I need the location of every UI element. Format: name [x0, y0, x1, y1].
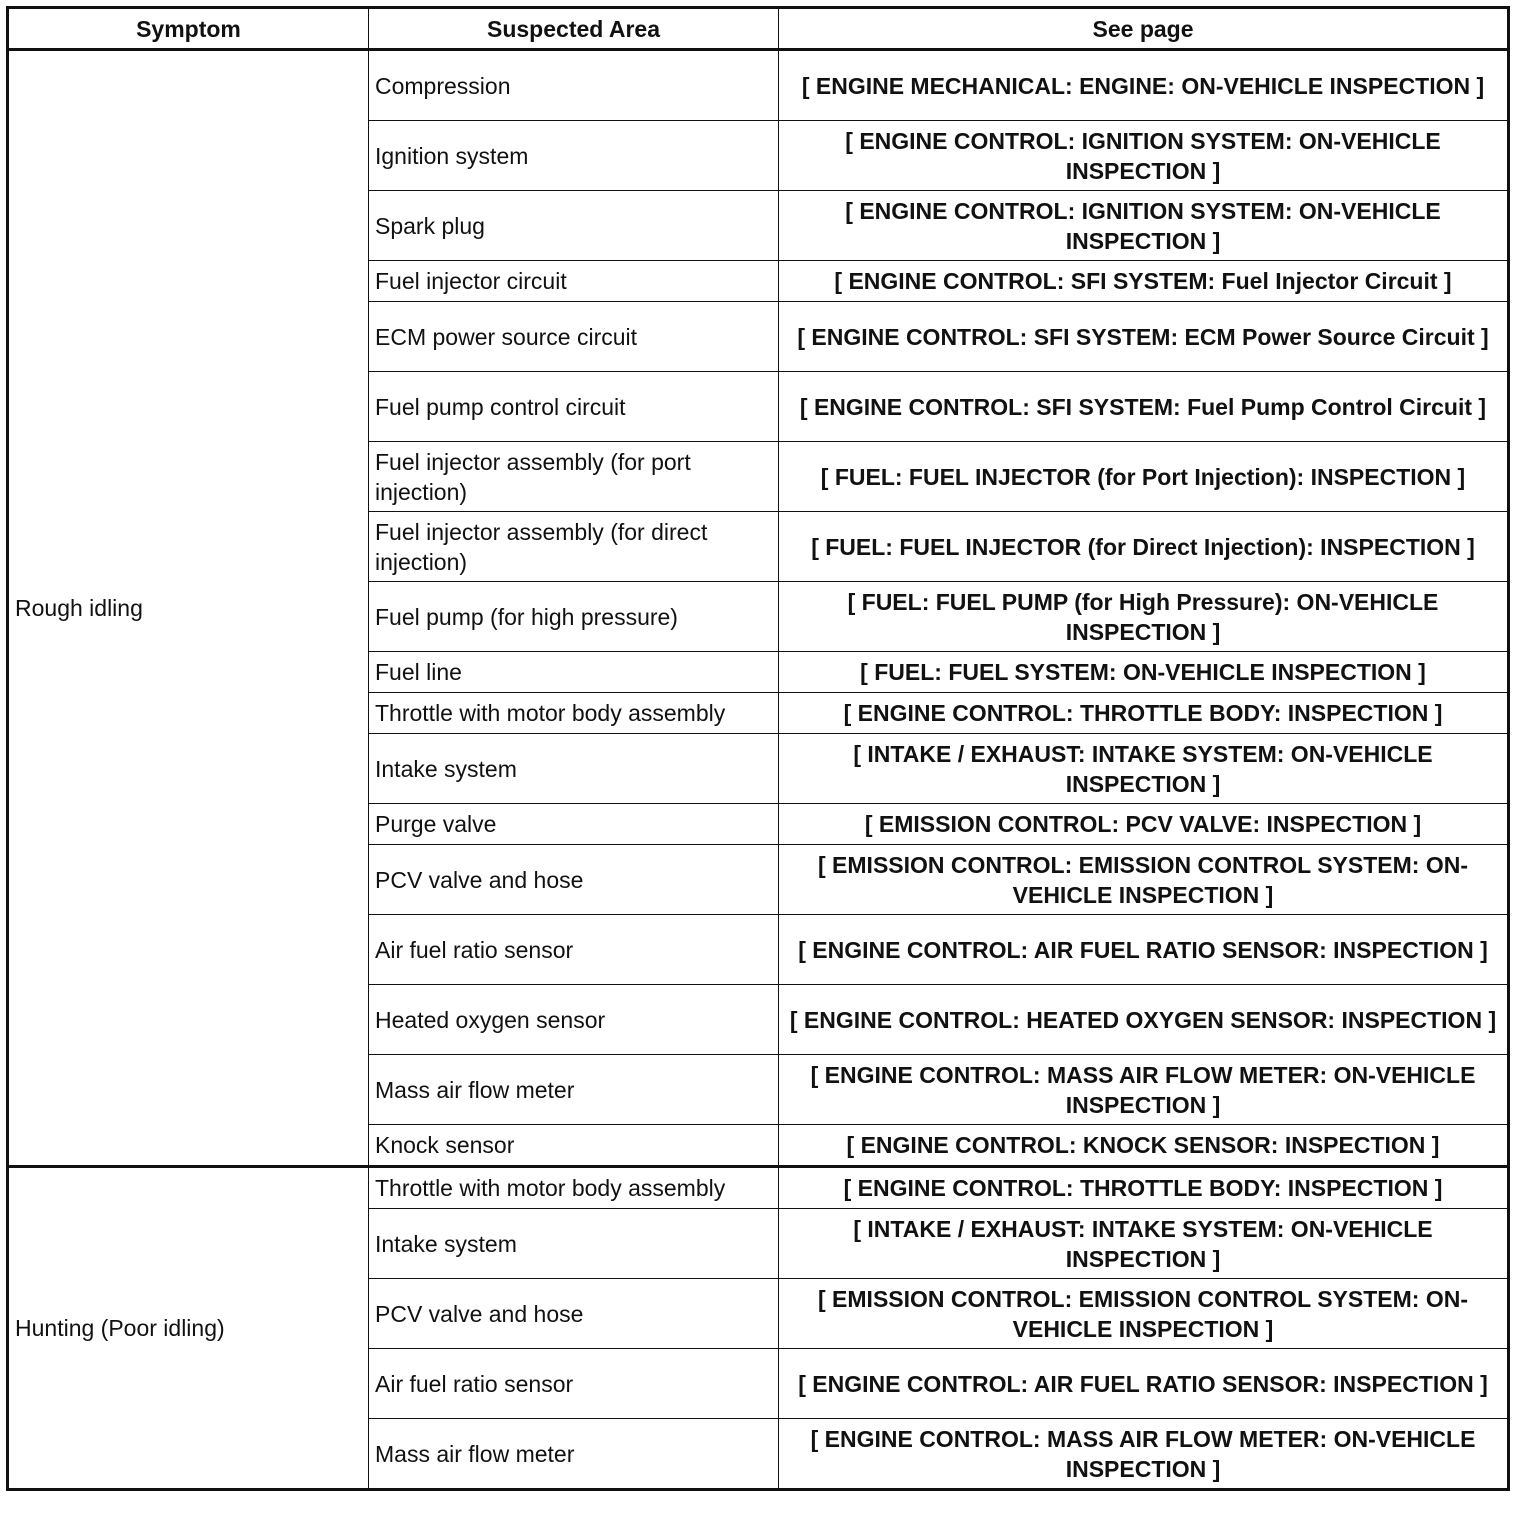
area-cell: Air fuel ratio sensor — [369, 1349, 779, 1419]
page-ref-cell: [ ENGINE CONTROL: IGNITION SYSTEM: ON-VEHICLE INSPECTION ] — [779, 121, 1509, 191]
page-ref-cell: [ ENGINE CONTROL: SFI SYSTEM: Fuel Pump Control Circuit ] — [779, 372, 1509, 442]
area-cell: ECM power source circuit — [369, 302, 779, 372]
area-cell: Mass air flow meter — [369, 1419, 779, 1490]
area-cell: Air fuel ratio sensor — [369, 915, 779, 985]
table-row — [8, 50, 1509, 121]
page-ref-cell: [ ENGINE CONTROL: AIR FUEL RATIO SENSOR: INSPECTION ] — [779, 915, 1509, 985]
area-cell: Fuel line — [369, 652, 779, 693]
area-cell: Intake system — [369, 734, 779, 804]
page-ref-cell: [ ENGINE CONTROL: MASS AIR FLOW METER: ON-VEHICLE INSPECTION ] — [779, 1419, 1509, 1490]
page-ref-cell: [ ENGINE CONTROL: THROTTLE BODY: INSPECTION ] — [779, 693, 1509, 734]
area-cell: Throttle with motor body assembly — [369, 693, 779, 734]
symptom-table — [6, 6, 1510, 1491]
area-cell: Spark plug — [369, 191, 779, 261]
area-cell: Fuel pump control circuit — [369, 372, 779, 442]
area-cell: Knock sensor — [369, 1125, 779, 1167]
page-ref-cell: [ ENGINE CONTROL: SFI SYSTEM: Fuel Injector Circuit ] — [779, 261, 1509, 302]
header-see-page: See page — [779, 8, 1509, 50]
page-ref-cell: [ FUEL: FUEL SYSTEM: ON-VEHICLE INSPECTION ] — [779, 652, 1509, 693]
area-cell: Fuel injector circuit — [369, 261, 779, 302]
page-ref-cell: [ EMISSION CONTROL: EMISSION CONTROL SYSTEM: ON-VEHICLE INSPECTION ] — [779, 845, 1509, 915]
page-ref-cell: [ ENGINE CONTROL: THROTTLE BODY: INSPECTION ] — [779, 1167, 1509, 1209]
area-cell: Mass air flow meter — [369, 1055, 779, 1125]
area-cell: Compression — [369, 50, 779, 121]
page-ref-cell: [ ENGINE CONTROL: HEATED OXYGEN SENSOR: INSPECTION ] — [779, 985, 1509, 1055]
page-ref-cell: [ ENGINE MECHANICAL: ENGINE: ON-VEHICLE INSPECTION ] — [779, 50, 1509, 121]
page-ref-cell: [ ENGINE CONTROL: IGNITION SYSTEM: ON-VEHICLE INSPECTION ] — [779, 191, 1509, 261]
area-cell: Fuel injector assembly (for port injection) — [369, 442, 779, 512]
area-cell: PCV valve and hose — [369, 845, 779, 915]
page-ref-cell: [ INTAKE / EXHAUST: INTAKE SYSTEM: ON-VEHICLE INSPECTION ] — [779, 1209, 1509, 1279]
header-suspected-area: Suspected Area — [369, 8, 779, 50]
header-row — [8, 8, 1509, 50]
table-row — [8, 1167, 1509, 1209]
page-ref-cell: [ FUEL: FUEL PUMP (for High Pressure): ON-VEHICLE INSPECTION ] — [779, 582, 1509, 652]
symptom-cell-rough-idling: Rough idling — [8, 50, 369, 1167]
page-ref-cell: [ FUEL: FUEL INJECTOR (for Direct Injection): INSPECTION ] — [779, 512, 1509, 582]
area-cell: PCV valve and hose — [369, 1279, 779, 1349]
area-cell: Heated oxygen sensor — [369, 985, 779, 1055]
area-cell: Fuel pump (for high pressure) — [369, 582, 779, 652]
header-symptom: Symptom — [8, 8, 369, 50]
page-ref-cell: [ ENGINE CONTROL: AIR FUEL RATIO SENSOR: INSPECTION ] — [779, 1349, 1509, 1419]
page-ref-cell: [ ENGINE CONTROL: KNOCK SENSOR: INSPECTION ] — [779, 1125, 1509, 1167]
page-ref-cell: [ ENGINE CONTROL: MASS AIR FLOW METER: ON-VEHICLE INSPECTION ] — [779, 1055, 1509, 1125]
page-ref-cell: [ EMISSION CONTROL: EMISSION CONTROL SYSTEM: ON-VEHICLE INSPECTION ] — [779, 1279, 1509, 1349]
area-cell: Fuel injector assembly (for direct injection) — [369, 512, 779, 582]
area-cell: Ignition system — [369, 121, 779, 191]
page-ref-cell: [ FUEL: FUEL INJECTOR (for Port Injection): INSPECTION ] — [779, 442, 1509, 512]
area-cell: Purge valve — [369, 804, 779, 845]
area-cell: Intake system — [369, 1209, 779, 1279]
page-ref-cell: [ EMISSION CONTROL: PCV VALVE: INSPECTION ] — [779, 804, 1509, 845]
area-cell: Throttle with motor body assembly — [369, 1167, 779, 1209]
symptom-cell-hunting: Hunting (Poor idling) — [8, 1167, 369, 1490]
page-ref-cell: [ ENGINE CONTROL: SFI SYSTEM: ECM Power Source Circuit ] — [779, 302, 1509, 372]
page-ref-cell: [ INTAKE / EXHAUST: INTAKE SYSTEM: ON-VEHICLE INSPECTION ] — [779, 734, 1509, 804]
